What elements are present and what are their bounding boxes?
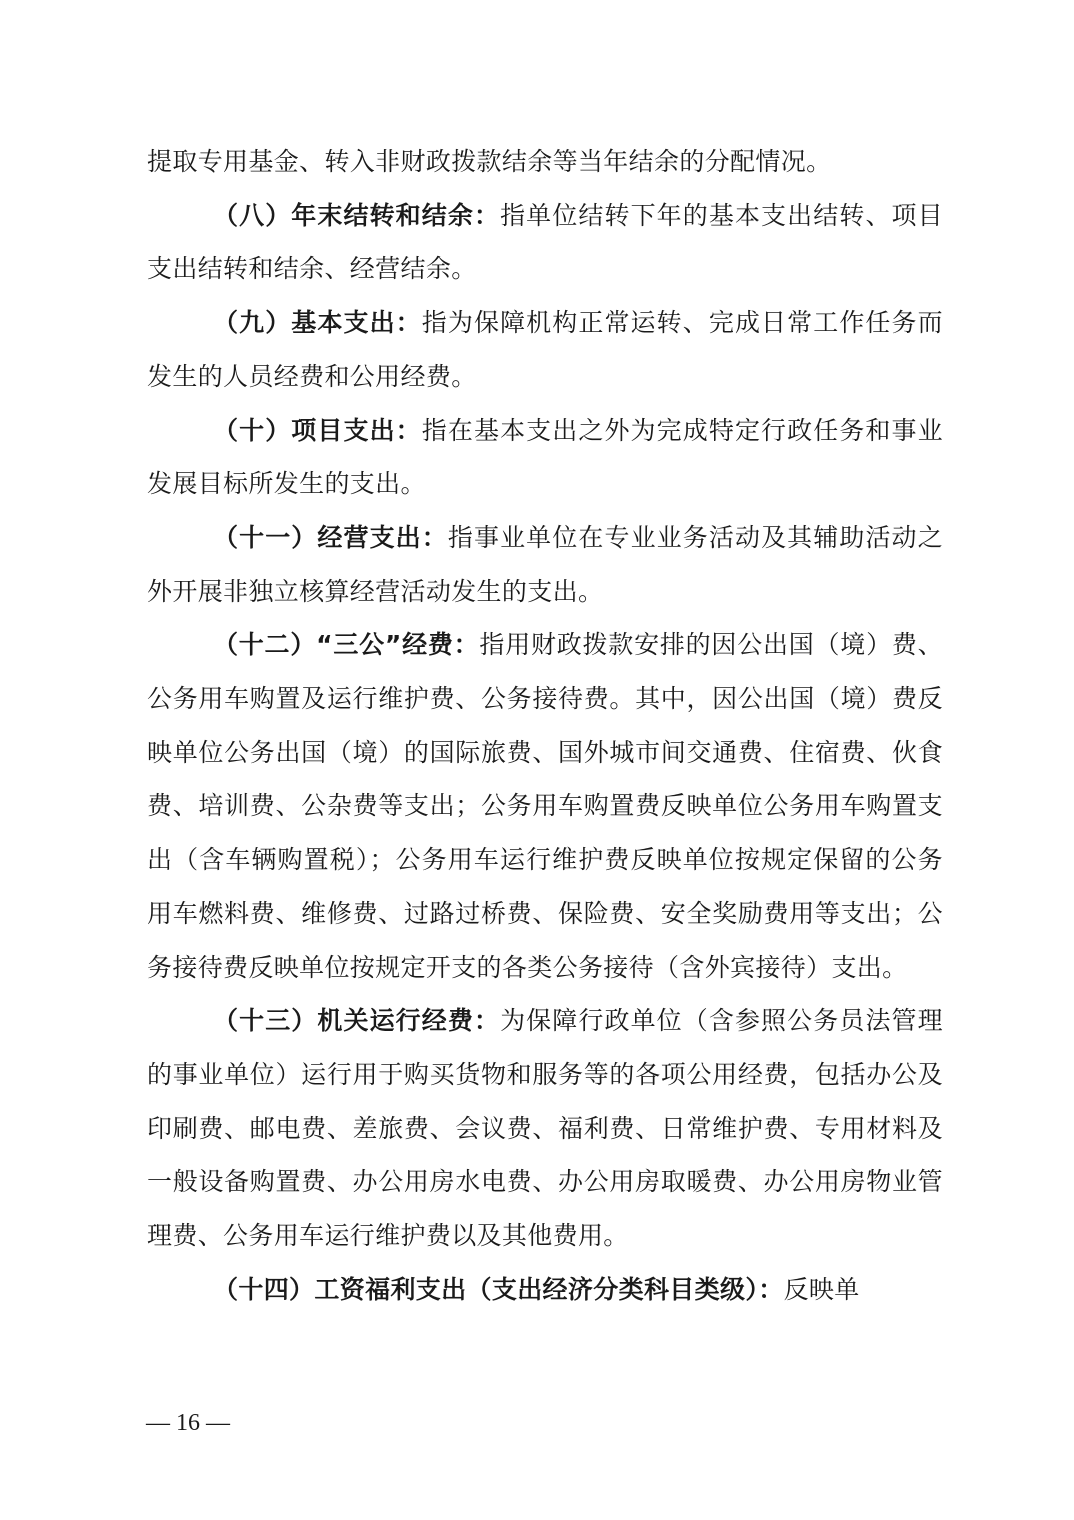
- paragraph-body: 提取专用基金、转入非财政拨款结余等当年结余的分配情况。: [147, 147, 832, 176]
- paragraph-body: 指事业单位在专业业务活动及其辅助活动之外开展非独立核算经营活动发生的支出。: [147, 522, 944, 606]
- paragraph-continuation: [147, 135, 943, 189]
- paragraph-body: 指用财政拨款安排的因公出国（境）费、公务用车购置及运行维护费、公务接待费。其中，因公出国（境）费反映单位公务出国（境）的国际旅费、国外城市间交通费、住宿费、伙食费、培训费、公杂费等支出；公务用车购置费反映单位公务用车购置支出（含车辆购置税）；公务用车运行维护费反映单位按规定保留的公务用车燃料费、维修费、过路过桥费、保险费、安全奖励费用等支出；公务接待费反映单位按规定开支的各类公务接待（含外宾接待）支出。: [147, 630, 943, 982]
- paragraph-operating-expenditure: [147, 511, 943, 618]
- paragraph-term: （十四）工资福利支出（支出经济分类科目类级）：: [213, 1274, 784, 1304]
- paragraph-term: （十二）“三公”经费：: [213, 630, 480, 660]
- paragraph-body: 指为保障机构正常运转、完成日常工作任务而发生的人员经费和公用经费。: [147, 308, 943, 391]
- paragraph-body: 指在基本支出之外为完成特定行政任务和事业发展目标所发生的支出。: [147, 415, 943, 499]
- paragraph-term: （十三）机关运行经费：: [213, 1006, 501, 1036]
- paragraph-term: （十一）经营支出：: [213, 522, 448, 552]
- paragraph-basic-expenditure: [147, 296, 943, 403]
- paragraph-wage-welfare-expenditure: [147, 1263, 943, 1317]
- paragraph-body: 反映单: [783, 1274, 860, 1304]
- paragraph-term: （八）年末结转和结余：: [213, 200, 501, 230]
- paragraph-term: （九）基本支出：: [213, 308, 422, 338]
- page-number: — 16 —: [146, 1410, 230, 1436]
- paragraph-agency-operating-funds: [147, 994, 943, 1263]
- paragraph-year-end-carryover: [147, 189, 943, 296]
- paragraph-three-public-funds: [147, 618, 943, 994]
- document-body: [147, 135, 943, 1316]
- paragraph-body: 为保障行政单位（含参照公务员法管理的事业单位）运行用于购买货物和服务等的各项公用经费，包括办公及印刷费、邮电费、差旅费、会议费、福利费、日常维护费、专用材料及一般设备购置费、办公用房水电费、办公用房取暖费、办公用房物业管理费、公务用车运行维护费以及其他费用。: [147, 1006, 943, 1251]
- paragraph-term: （十）项目支出：: [213, 415, 422, 445]
- paragraph-project-expenditure: [147, 404, 943, 511]
- paragraph-body: 指单位结转下年的基本支出结转、项目支出结转和结余、经营结余。: [147, 200, 943, 284]
